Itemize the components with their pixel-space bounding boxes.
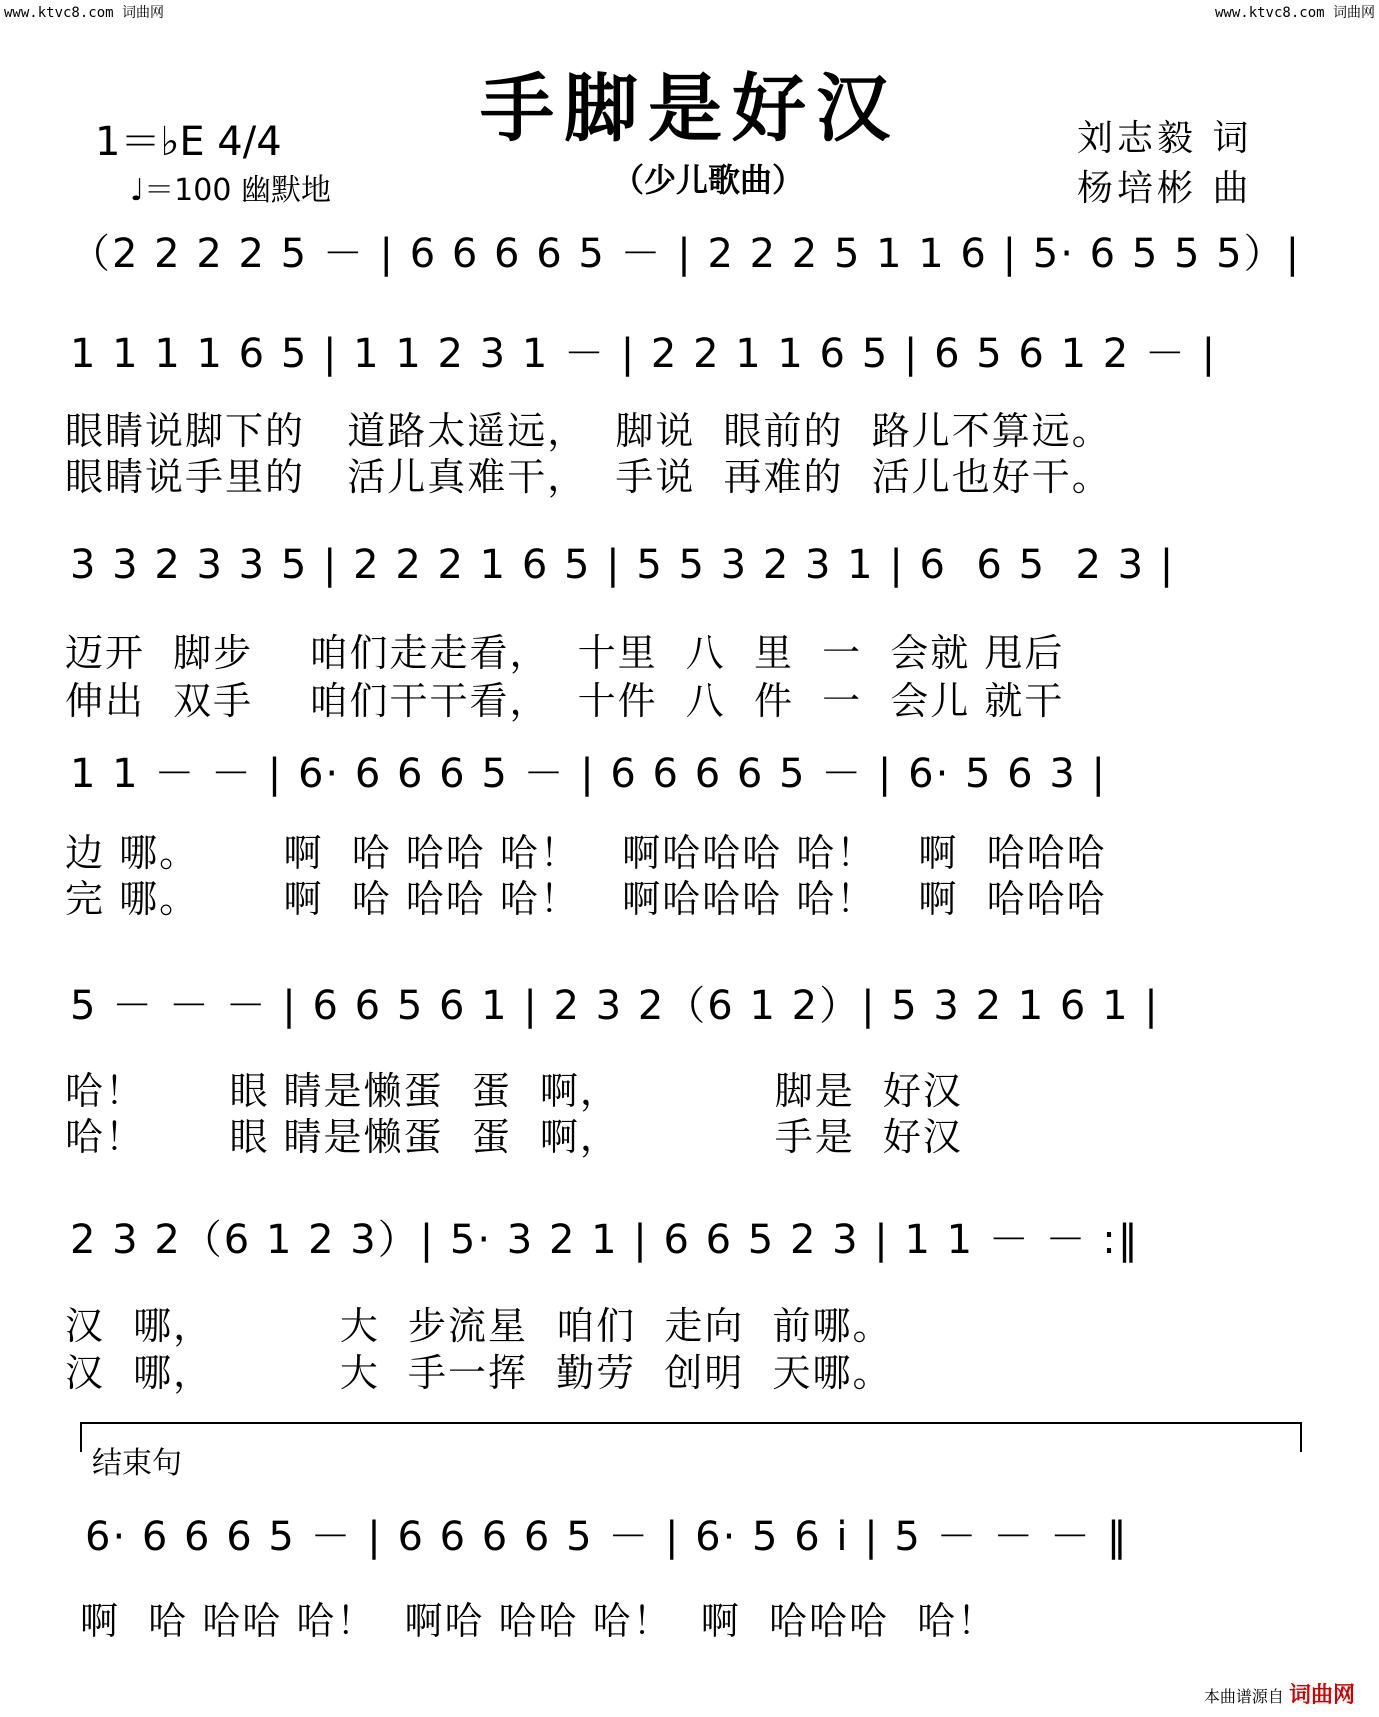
ending-lyric-row: 啊 哈 哈哈 哈！ 啊哈 哈哈 哈！ 啊 哈哈哈 哈！ [80,1599,998,1643]
notation-row-2: 1 1 1 1 6 5 | 1 1 2 3 1 － | 2 2 1 1 6 5 | 6 5 6 1 2 － | [70,331,1218,377]
source-site: 词曲网 [1288,1683,1355,1708]
notation-row-4: 1 1 － － | 6· 6 6 6 5 － | 6 6 6 6 5 － | 6· 5 6 3 | [70,751,1107,797]
song-subtitle: （少儿歌曲） [612,161,805,199]
key-signature: 1＝♭E 4/4 [95,119,282,165]
watermark-right: www.ktvc8.com 词曲网 [1214,5,1375,21]
lyric-row-2-verse-1: 眼睛说脚下的 道路太遥远， 脚说 眼前的 路儿不算远。 [65,409,1112,453]
composer-credit: 杨培彬 曲 [1077,168,1253,209]
ending-bracket [80,1422,1302,1452]
notation-row-6: 2 3 2（6 1 2 3）| 5· 3 2 1 | 6 6 5 2 3 | 1 1 － － :‖ [70,1217,1140,1263]
lyric-row-4-verse-1: 边 哪。 啊 哈 哈哈 哈！ 啊哈哈哈 哈！ 啊 哈哈哈 [65,831,1107,875]
notation-row-5: 5 － － － | 6 6 5 6 1 | 2 3 2（6 1 2）| 5 3 2 1 6 1 | [70,983,1160,1029]
ending-notation-row: 6· 6 6 6 5 － | 6 6 6 6 5 － | 6· 5 6 i | 5 － － － ‖ [85,1514,1129,1560]
lyric-row-6-verse-1: 汉 哪， 大 步流星 咱们 走向 前哪。 [65,1304,893,1348]
lyricist-credit: 刘志毅 词 [1077,118,1253,159]
notation-row-1: （2 2 2 2 5 － | 6 6 6 6 5 － | 2 2 2 5 1 1 6 | 5· 6 5 5 5）| [70,231,1302,277]
lyric-row-2-verse-2: 眼睛说手里的 活儿真难干， 手说 再难的 活儿也好干。 [65,455,1112,499]
notation-row-3: 3 3 2 3 3 5 | 2 2 2 1 6 5 | 5 5 3 2 3 1 | 6 6 5 2 3 | [70,542,1176,588]
watermark-left: www.ktvc8.com 词曲网 [4,5,165,21]
lyric-row-3-verse-1: 迈开 脚步 咱们走走看， 十里 八 里 一 会就 甩后 [65,631,1065,675]
lyric-row-4-verse-2: 完 哪。 啊 哈 哈哈 哈！ 啊哈哈哈 哈！ 啊 哈哈哈 [65,877,1107,921]
tempo-marking: ♩＝100 幽默地 [130,173,331,208]
source-label: 本曲谱源自 [1203,1687,1284,1706]
lyric-row-5-verse-1: 哈！ 眼 睛是懒蛋 蛋 啊， 脚是 好汉 [65,1069,963,1113]
song-title: 手脚是好汉 [480,66,900,152]
lyric-row-6-verse-2: 汉 哪， 大 手一挥 勤劳 创明 天哪。 [65,1351,893,1395]
source-credit [1204,1678,1355,1709]
ending-label: 结束句 [92,1446,182,1481]
lyric-row-5-verse-2: 哈！ 眼 睛是懒蛋 蛋 啊， 手是 好汉 [65,1115,963,1159]
lyric-row-3-verse-2: 伸出 双手 咱们干干看， 十件 八 件 一 会儿 就干 [65,679,1065,723]
